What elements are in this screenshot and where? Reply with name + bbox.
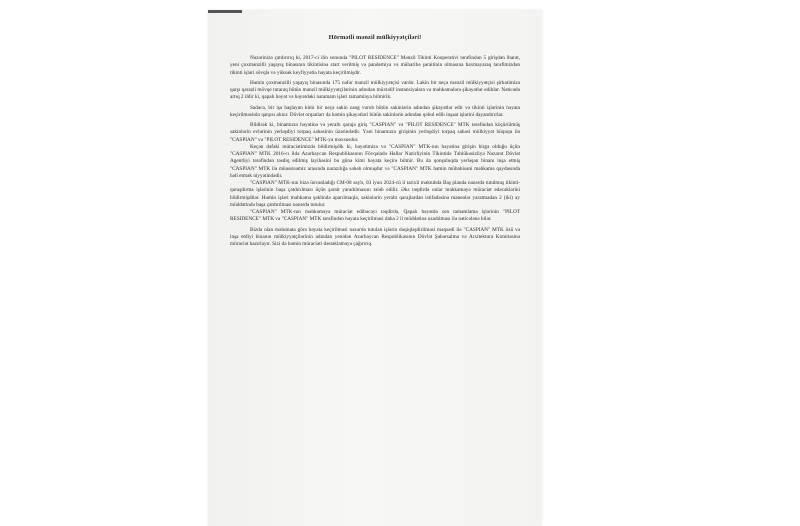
document-sheet [208,10,542,526]
scan-edge-mark [208,10,242,13]
paragraph-8: Bizdə olan məlumata görə həyata keçirilməsi nəzərdə tutulan işlərin dəqiqləşdirilməsi məqsədi ilə "CASPIAN" MTK özü və inşa etdiyi binanın mülkiyyətçilərinin adından yenidən Azərbaycan Respublikasının Dövlət Şəhərsalma və Arxitektura Komitəsinə müraciət hazırlayır. Sizi də həmin müraciəti dəstəkləməyə çağırırıq. [230,226,520,247]
document-title: Hörmətli mənzil mülkiyyətçiləri! [328,34,422,41]
paragraph-1: Nəzərinizə çatdırırıq ki, 2017-ci ilin sonunda "PILOT RESIDENCE" Mənzil Tikinti Kooperativi tərəfindən 5 girişdən ibarət, yeni çoxmənzilli yaşayış binasının tikintisinə start verilmiş və pandemiya və müharibə şəraitinin olmasına baxmayaraq tərəfimizdən tikinti işləri sövqlə və yüksək keyfiyyətlə həyata keçirilmişdir. [230,55,520,76]
paragraph-4: Bildirək ki, binamızın həyətinə və yeraltı qaraja giriş "CASPIAN" və "PILOT RESIDENCE" MTK tərəfindən köçürülmüş sakinlərin evlərinin yerləşdiyi torpaq sahəsinin üzərindədir. Yəni binamızın girişinin yerləşdiyi torpaq sahəsi mülkiyyət hüququ ilə "CASPIAN" və "PILOT RESIDENCE" MTK-ya məxsusdur. [230,122,520,143]
paragraph-3: Sadəcə, bir işə başlayan kimi bir neçə sakin zəng vurub bütün sakinlərin adından şikayətlər edir və tikinti işlərinin həyata keçirilməsinin qarşısı alınır. Dövlət orqanları da həmin şikayətləri bütün sakinlərin adından qəbul edib inşaat işlərini dayandırırlar. [230,104,520,118]
document-body [230,34,520,248]
paragraph-5: Keçən dəfəki müraciətimizdə bildirmişdik ki, həyətimizə və "CASPIAN" MTK-nın həyətinə girişin birgə olduğu üçün "CASPIAN" MTK 2016-cı ildə Azərbaycan Respublikasının Fövqəladə Hallar Nazirliyinin Tikintidə Təhlükəsizliyə Nəzarət Dövlət Agentliyi tərəfindən təsdiq edilmiş layihəsini bu günə kimi həyata keçirə bilmir. Bu da qonşuluqda yerləşən binanı inşa etmiş "CASPIAN" MTK ilə müəssisəmiz arasında narazılığa səbəb olmuşdur və "CASPIAN" MTK həmin mübahisəni məhkəmə qaydasında həll etmək niyyətindədir. [230,143,520,179]
paragraph-7: "CASPIAN" MTK-nın məhkəməyə müraciət edibəcəyi təqdirdə, Qapalı həyətdə son tamamlama işlərinin "PILOT RESIDENCE" MTK və "CASPIAN" MTK tərəfindən həyata keçirilməsi daha 2 il müddətinə uzadılması ilə nəticələnə bilər. [230,209,520,223]
paragraph-2: Həmin çoxmənzilli yaşayış binasında 175 nəfər mənzil mülkiyyətçisi vardır. Lakin bir neçə mənzil mülkiyyətçisi şirkətimizə qarşı qərəzli mövqe tutaraq bütün mənzil mülkiyyətçilərinin adından müxtəlif instansiyalara və məhkəmələrə şikayətlər ediblər. Nəticədə artıq 2 ildir ki, qapalı həyət və həyətdəki natamam işləri tamamlaya bilmirik. [230,79,520,101]
paragraph-6: "CASPIAN" MTK-nın bizə ünvanladığı CM-08 saylı, 03 iyun 2024-cü il tarixli məktubda Baş planda nəzərdə tutulmuş tikinti-quraşdırma işlərinin başa çatdırılması üçün şərait yaradılmasını tələb edilir. Əks təqdirdə onlar məhkəməyə müraciət edəcəklərini bildirmişdilər. Həmin işləri məhkəmə şəklində aparılmaqla, sakinlərin yeraltı qarajlardan istifadəsinə maneələr yaratmadan 2 (iki) ay müddətində başa çatdırılması nəzərdə tutulur. [230,180,520,208]
